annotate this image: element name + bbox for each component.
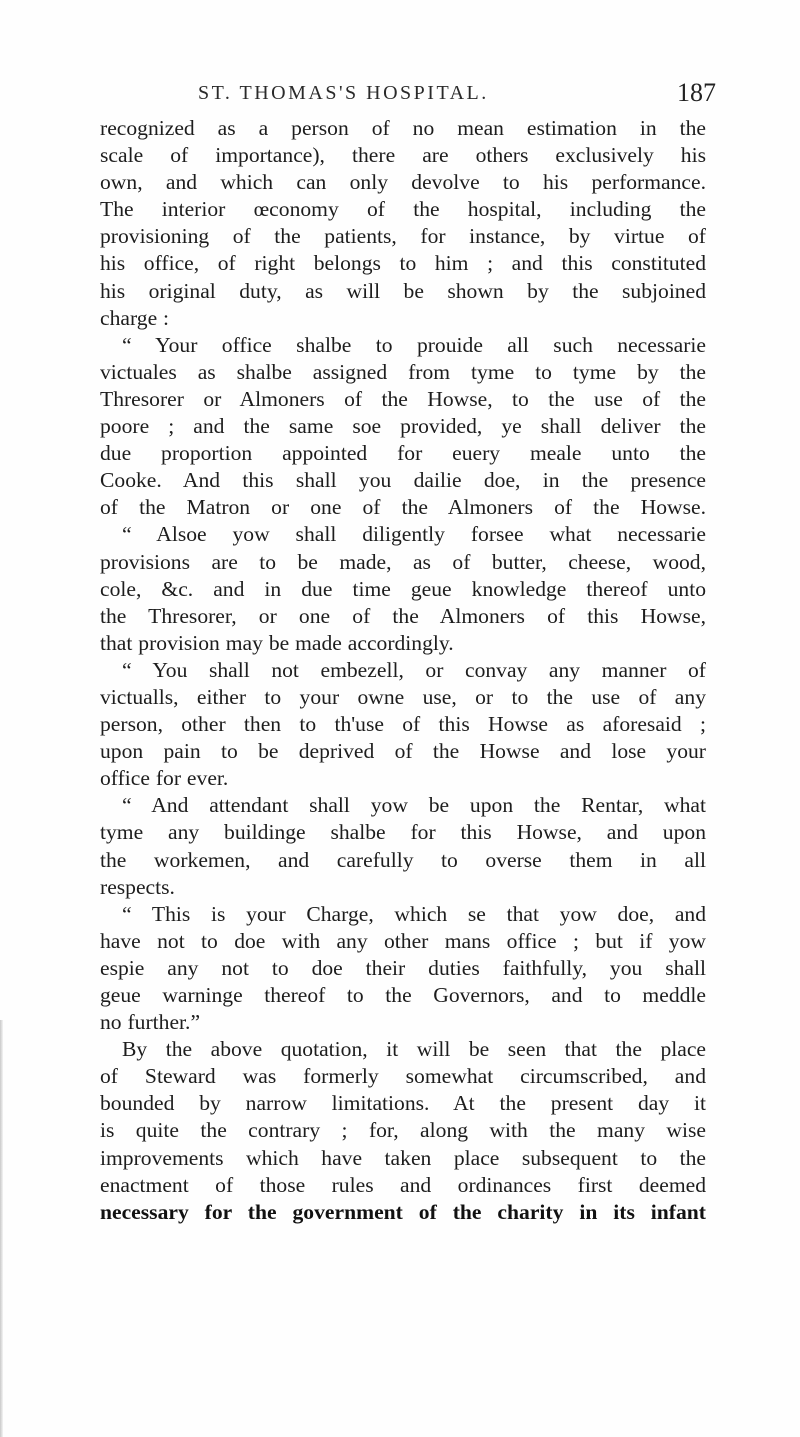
- text-line: Cooke. And this shall you dailie doe, in the presence: [100, 468, 706, 493]
- text-line: of Steward was formerly somewhat circumscribed, and: [100, 1064, 706, 1089]
- running-head: [100, 72, 716, 112]
- text-line: improvements which have taken place subsequent to the: [100, 1145, 706, 1170]
- text-line: due proportion appointed for euery meale unto the: [100, 441, 706, 466]
- text-line: recognized as a person of no mean estimation in the: [100, 116, 706, 140]
- text-line: provisioning of the patients, for instance, by virtue of: [100, 224, 706, 249]
- text-line: respects.: [100, 874, 175, 899]
- text-line: enactment of those rules and ordinances first deemed: [100, 1172, 706, 1197]
- text-line: victualls, either to your owne use, or to the use of any: [100, 684, 706, 709]
- text-line: “ And attendant shall yow be upon the Rentar, what: [122, 793, 706, 818]
- text-line: “ This is your Charge, which se that yow doe, and: [122, 901, 706, 926]
- text-line: office for ever.: [100, 766, 229, 791]
- text-line: victuales as shalbe assigned from tyme to tyme by the: [100, 359, 706, 384]
- text-line: own, and which can only devolve to his performance.: [100, 170, 706, 195]
- running-title: ST. THOMAS'S HOSPITAL.: [198, 82, 489, 104]
- text-line: provisions are to be made, as of butter, cheese, wood,: [100, 549, 706, 574]
- text-line: scale of importance), there are others exclusively his: [100, 143, 706, 168]
- text-line: have not to doe with any other mans office ; but if yow: [100, 928, 706, 953]
- text-line: upon pain to be deprived of the Howse and lose your: [100, 739, 706, 764]
- text-line: tyme any buildinge shalbe for this Howse, and upon: [100, 820, 706, 845]
- text-line: bounded by narrow limitations. At the present day it: [100, 1091, 706, 1116]
- text-line: poore ; and the same soe provided, ye shall deliver the: [100, 414, 706, 439]
- text-line: The interior œconomy of the hospital, including the: [100, 197, 706, 222]
- text-line: person, other then to th'use of this Howse as aforesaid ;: [100, 712, 706, 737]
- text-line: cole, &c. and in due time geue knowledge thereof unto: [100, 576, 706, 601]
- body-text: [100, 115, 706, 1226]
- text-line: espie any not to doe their duties faithfully, you shall: [100, 955, 706, 980]
- text-line: the Thresorer, or one of the Almoners of this Howse,: [100, 603, 706, 628]
- text-line: Thresorer or Almoners of the Howse, to the use of the: [100, 386, 706, 411]
- text-line: his original duty, as will be shown by the subjoined: [100, 278, 706, 303]
- text-line: “ You shall not embezell, or convay any manner of: [122, 657, 706, 682]
- text-line: no further.”: [100, 1010, 201, 1035]
- text-line: “ Alsoe yow shall diligently forsee what necessarie: [122, 522, 706, 547]
- text-line: By the above quotation, it will be seen that the place: [122, 1037, 706, 1062]
- text-line: is quite the contrary ; for, along with the many wise: [100, 1118, 706, 1143]
- page-number: 187: [677, 78, 716, 107]
- text-line: geue warninge thereof to the Governors, and to meddle: [100, 983, 706, 1007]
- text-line: “ Your office shalbe to prouide all such necessarie: [122, 332, 706, 357]
- text-line: necessary for the government of the charity in its infant: [100, 1199, 706, 1224]
- text-line: of the Matron or one of the Almoners of the Howse.: [100, 495, 706, 520]
- text-line: the workemen, and carefully to overse them in all: [100, 847, 706, 872]
- scan-edge-shadow: [0, 1020, 3, 1437]
- text-line: that provision may be made accordingly.: [100, 630, 454, 655]
- text-line: charge :: [100, 305, 170, 330]
- text-line: his office, of right belongs to him ; and this constituted: [100, 251, 706, 276]
